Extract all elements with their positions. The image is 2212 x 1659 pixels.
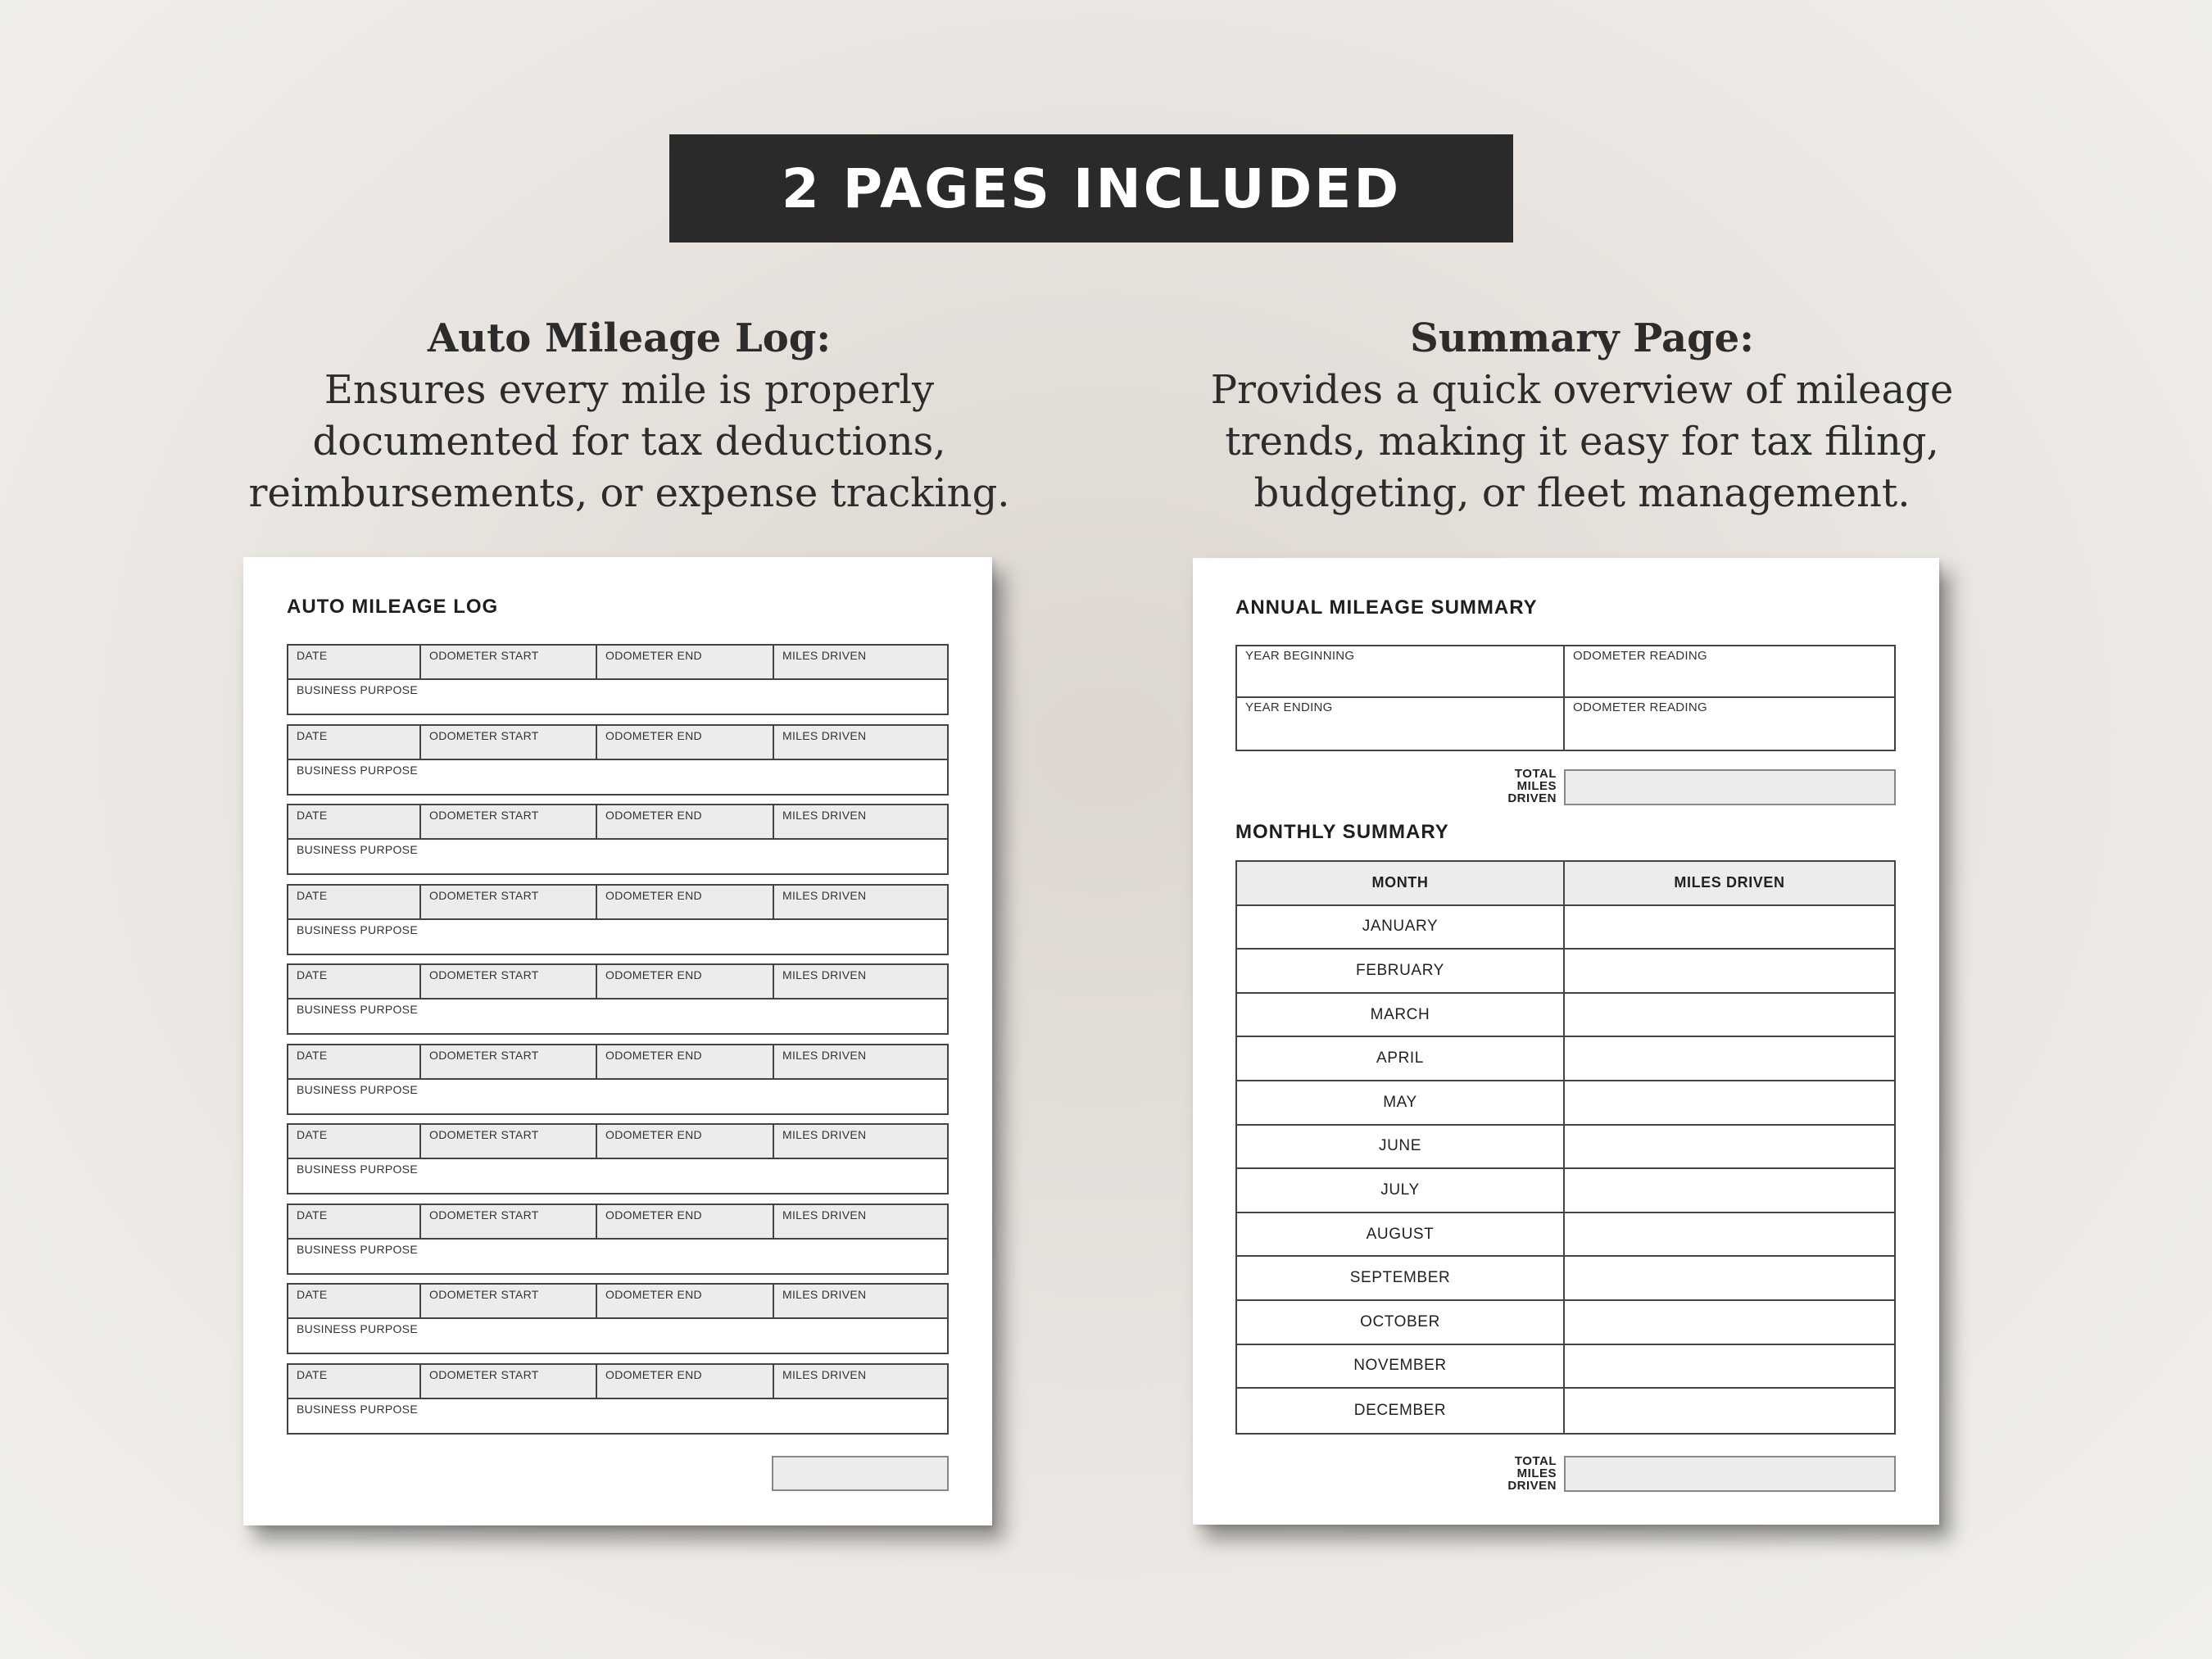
- month-name: DECEMBER: [1237, 1389, 1565, 1433]
- monthly-header-row: [1237, 862, 1894, 906]
- odometer-end-field[interactable]: ODOMETER END: [597, 1125, 774, 1158]
- month-row: [1237, 1081, 1894, 1126]
- odometer-end-field[interactable]: ODOMETER END: [597, 805, 774, 838]
- monthly-summary-title: MONTHLY SUMMARY: [1235, 821, 1449, 843]
- month-miles-cell[interactable]: [1565, 1345, 1894, 1388]
- month-miles-cell[interactable]: [1565, 1301, 1894, 1344]
- miles-driven-field[interactable]: MILES DRIVEN: [782, 968, 867, 981]
- odometer-start-field[interactable]: ODOMETER START: [421, 1285, 597, 1317]
- year-beginning-cell[interactable]: YEAR BEGINNING: [1237, 646, 1565, 698]
- date-field[interactable]: DATE: [288, 886, 421, 918]
- month-row: [1237, 1037, 1894, 1081]
- odometer-start-field[interactable]: ODOMETER START: [421, 1205, 597, 1238]
- log-page-title: AUTO MILEAGE LOG: [287, 596, 499, 618]
- odometer-reading-end-cell[interactable]: ODOMETER READING: [1573, 700, 1707, 714]
- monthly-total-miles-box[interactable]: [1564, 1456, 1896, 1492]
- log-entry-top-row: [288, 1285, 947, 1319]
- month-name: MARCH: [1237, 994, 1565, 1036]
- log-entries: [287, 644, 949, 1443]
- left-caption-heading: Auto Mileage Log:: [427, 315, 832, 361]
- log-entry: [287, 724, 949, 796]
- month-miles-cell[interactable]: [1565, 1126, 1894, 1168]
- month-miles-cell[interactable]: [1565, 1169, 1894, 1212]
- log-entry: [287, 1363, 949, 1435]
- odometer-start-field[interactable]: ODOMETER START: [421, 1365, 597, 1398]
- log-entry: [287, 644, 949, 715]
- year-ending-cell[interactable]: YEAR ENDING: [1237, 698, 1565, 750]
- total-label-line: DRIVEN: [1507, 791, 1557, 805]
- odometer-end-field[interactable]: ODOMETER END: [597, 646, 774, 678]
- month-miles-cell[interactable]: [1565, 1389, 1894, 1433]
- miles-driven-field[interactable]: MILES DRIVEN: [782, 1367, 867, 1381]
- log-entry: [287, 1044, 949, 1115]
- month-name: OCTOBER: [1237, 1301, 1565, 1344]
- total-label-line: MILES: [1516, 779, 1557, 793]
- miles-driven-field[interactable]: MILES DRIVEN: [782, 1208, 867, 1222]
- log-entry-top-row: [288, 1045, 947, 1080]
- miles-column-header: MILES DRIVEN: [1674, 874, 1785, 891]
- log-entry: [287, 804, 949, 875]
- total-label-line: TOTAL: [1514, 767, 1557, 781]
- month-name: JANUARY: [1237, 906, 1565, 949]
- total-label-line: DRIVEN: [1507, 1479, 1557, 1493]
- odometer-end-field[interactable]: ODOMETER END: [597, 886, 774, 918]
- odometer-start-field[interactable]: ODOMETER START: [421, 726, 597, 759]
- odometer-start-field[interactable]: ODOMETER START: [421, 1045, 597, 1078]
- left-caption: [236, 313, 1022, 519]
- log-entry-top-row: [288, 726, 947, 760]
- date-field[interactable]: DATE: [288, 726, 421, 759]
- month-row: [1237, 994, 1894, 1038]
- month-miles-cell[interactable]: [1565, 906, 1894, 949]
- right-caption: [1189, 313, 1975, 519]
- month-name: MAY: [1237, 1081, 1565, 1124]
- odometer-start-field[interactable]: ODOMETER START: [421, 646, 597, 678]
- business-purpose-field[interactable]: BUSINESS PURPOSE: [297, 1242, 418, 1256]
- month-row: [1237, 1345, 1894, 1389]
- month-miles-cell[interactable]: [1565, 1037, 1894, 1080]
- log-total-miles-box[interactable]: [772, 1456, 949, 1491]
- business-purpose-field[interactable]: BUSINESS PURPOSE: [297, 922, 418, 936]
- business-purpose-field[interactable]: BUSINESS PURPOSE: [297, 843, 418, 856]
- banner: [669, 134, 1513, 243]
- log-entry-top-row: [288, 646, 947, 680]
- month-miles-cell[interactable]: [1565, 1257, 1894, 1299]
- log-entry: [287, 963, 949, 1035]
- month-miles-cell[interactable]: [1565, 1213, 1894, 1256]
- log-entry-top-row: [288, 886, 947, 920]
- odometer-end-field[interactable]: ODOMETER END: [597, 965, 774, 998]
- log-entry: [287, 1123, 949, 1194]
- log-entry-top-row: [288, 965, 947, 999]
- log-entry-top-row: [288, 805, 947, 840]
- miles-driven-field[interactable]: MILES DRIVEN: [782, 1048, 867, 1062]
- month-row: [1237, 950, 1894, 994]
- odometer-start-field[interactable]: ODOMETER START: [421, 886, 597, 918]
- odometer-start-field[interactable]: ODOMETER START: [421, 965, 597, 998]
- business-purpose-field[interactable]: BUSINESS PURPOSE: [297, 1003, 418, 1016]
- miles-driven-field[interactable]: MILES DRIVEN: [782, 649, 867, 662]
- date-field[interactable]: DATE: [288, 1285, 421, 1317]
- business-purpose-field[interactable]: BUSINESS PURPOSE: [297, 763, 418, 777]
- month-name: JUNE: [1237, 1126, 1565, 1168]
- date-field[interactable]: DATE: [288, 965, 421, 998]
- odometer-end-field[interactable]: ODOMETER END: [597, 1205, 774, 1238]
- log-entry: [287, 884, 949, 955]
- log-entry: [287, 1203, 949, 1275]
- miles-driven-field[interactable]: MILES DRIVEN: [782, 888, 867, 902]
- month-name: FEBRUARY: [1237, 950, 1565, 992]
- month-name: AUGUST: [1237, 1213, 1565, 1256]
- date-field[interactable]: DATE: [288, 1205, 421, 1238]
- right-caption-heading: Summary Page:: [1410, 315, 1754, 361]
- year-table: [1235, 645, 1896, 751]
- business-purpose-field[interactable]: BUSINESS PURPOSE: [297, 1402, 418, 1416]
- month-row: [1237, 1389, 1894, 1433]
- auto-mileage-log-page: [243, 557, 992, 1525]
- log-entry-top-row: [288, 1125, 947, 1159]
- date-field[interactable]: DATE: [288, 1365, 421, 1398]
- business-purpose-field[interactable]: BUSINESS PURPOSE: [297, 1163, 418, 1176]
- month-miles-cell[interactable]: [1565, 1081, 1894, 1124]
- left-caption-body: Ensures every mile is properly documented for tax deductions, reimbursements, or expense tracking.: [248, 367, 1010, 516]
- month-miles-cell[interactable]: [1565, 950, 1894, 992]
- monthly-summary-table: [1235, 860, 1896, 1435]
- month-row: [1237, 1213, 1894, 1258]
- log-entry-top-row: [288, 1205, 947, 1240]
- month-row: [1237, 1301, 1894, 1345]
- odometer-end-field[interactable]: ODOMETER END: [597, 1365, 774, 1398]
- odometer-end-field[interactable]: ODOMETER END: [597, 1285, 774, 1317]
- month-row: [1237, 1169, 1894, 1213]
- month-row: [1237, 1257, 1894, 1301]
- summary-page-title: ANNUAL MILEAGE SUMMARY: [1235, 596, 1538, 619]
- miles-driven-field[interactable]: MILES DRIVEN: [782, 1288, 867, 1301]
- summary-page: [1193, 558, 1939, 1525]
- business-purpose-field[interactable]: BUSINESS PURPOSE: [297, 683, 418, 696]
- month-column-header: MONTH: [1237, 862, 1565, 904]
- total-label-line: MILES: [1516, 1466, 1557, 1480]
- odometer-end-field[interactable]: ODOMETER END: [597, 1045, 774, 1078]
- month-row: [1237, 906, 1894, 950]
- date-field[interactable]: DATE: [288, 1045, 421, 1078]
- business-purpose-field[interactable]: BUSINESS PURPOSE: [297, 1082, 418, 1096]
- month-name: SEPTEMBER: [1237, 1257, 1565, 1299]
- miles-driven-field[interactable]: MILES DRIVEN: [782, 728, 867, 742]
- month-name: NOVEMBER: [1237, 1345, 1565, 1388]
- odometer-end-field[interactable]: ODOMETER END: [597, 726, 774, 759]
- month-row: [1237, 1126, 1894, 1170]
- date-field[interactable]: DATE: [288, 1125, 421, 1158]
- miles-driven-field[interactable]: MILES DRIVEN: [782, 1128, 867, 1141]
- month-name: JULY: [1237, 1169, 1565, 1212]
- month-name: APRIL: [1237, 1037, 1565, 1080]
- total-label-line: TOTAL: [1514, 1454, 1557, 1468]
- odometer-reading-begin-cell[interactable]: ODOMETER READING: [1565, 646, 1894, 698]
- month-miles-cell[interactable]: [1565, 994, 1894, 1036]
- odometer-start-field[interactable]: ODOMETER START: [421, 805, 597, 838]
- miles-driven-field[interactable]: MILES DRIVEN: [782, 809, 867, 822]
- log-entry: [287, 1283, 949, 1354]
- business-purpose-field[interactable]: BUSINESS PURPOSE: [297, 1322, 418, 1335]
- log-entry-top-row: [288, 1365, 947, 1399]
- date-field[interactable]: DATE: [288, 805, 421, 838]
- right-caption-body: Provides a quick overview of mileage trends, making it easy for tax filing, budgeting, or fleet management.: [1210, 367, 1954, 516]
- date-field[interactable]: DATE: [288, 646, 421, 678]
- odometer-start-field[interactable]: ODOMETER START: [421, 1125, 597, 1158]
- summary-total-miles-box[interactable]: [1564, 769, 1896, 805]
- banner-text: 2 PAGES INCLUDED: [781, 156, 1402, 220]
